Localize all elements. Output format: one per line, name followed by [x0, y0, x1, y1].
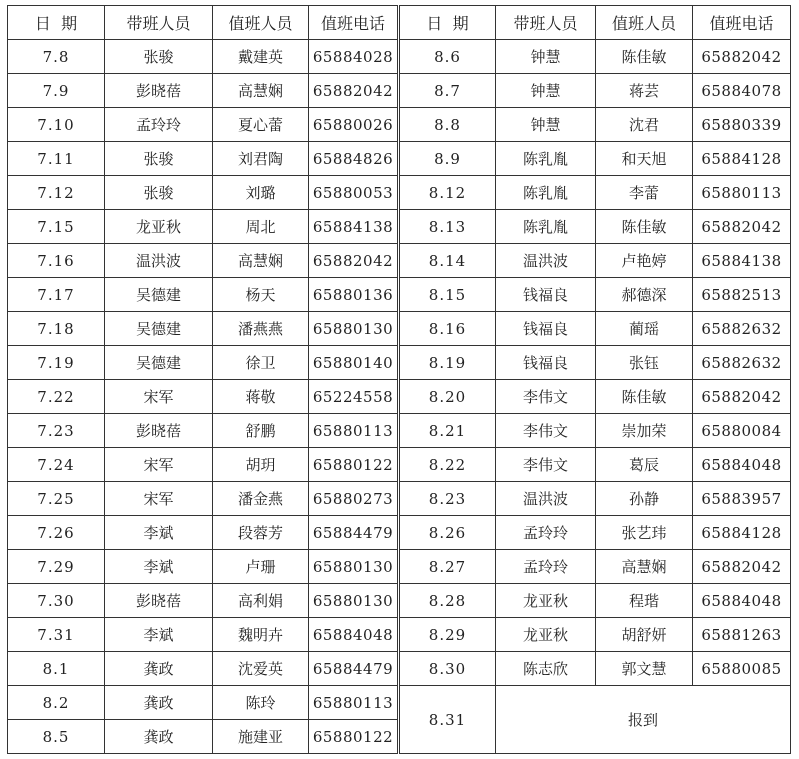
cell-staff-right: 沈君: [596, 108, 693, 142]
cell-staff-left: 高慧娴: [213, 74, 309, 108]
cell-date-right: 8.30: [399, 652, 496, 686]
cell-date-left: 7.22: [8, 380, 105, 414]
cell-phone-left: 65880122: [309, 720, 399, 754]
table-row: [8, 448, 791, 482]
cell-date-right: 8.6: [399, 40, 496, 74]
cell-phone-left: 65882042: [309, 74, 399, 108]
cell-phone-left: 65880140: [309, 346, 399, 380]
cell-staff-right: 陈佳敏: [596, 210, 693, 244]
cell-staff-right: 张钰: [596, 346, 693, 380]
cell-date-left: 7.29: [8, 550, 105, 584]
cell-date-left: 8.1: [8, 652, 105, 686]
cell-leader-left: 张骏: [105, 40, 213, 74]
cell-date-left: 8.5: [8, 720, 105, 754]
schedule-body: [8, 40, 791, 754]
cell-phone-right: 65882042: [693, 380, 791, 414]
cell-phone-left: 65884048: [309, 618, 399, 652]
cell-phone-left: 65884479: [309, 652, 399, 686]
cell-staff-left: 胡玥: [213, 448, 309, 482]
table-row: [8, 210, 791, 244]
cell-phone-left: 65882042: [309, 244, 399, 278]
header-phone-left: 值班电话: [309, 6, 399, 40]
header-leader-right: 带班人员: [496, 6, 596, 40]
table-row: [8, 380, 791, 414]
cell-staff-left: 舒鹏: [213, 414, 309, 448]
cell-leader-right: 龙亚秋: [496, 618, 596, 652]
cell-date-right: 8.12: [399, 176, 496, 210]
cell-leader-left: 宋军: [105, 448, 213, 482]
cell-staff-left: 卢珊: [213, 550, 309, 584]
cell-phone-left: 65880130: [309, 550, 399, 584]
cell-leader-left: 龚政: [105, 686, 213, 720]
header-staff-right: 值班人员: [596, 6, 693, 40]
cell-staff-left: 魏明卉: [213, 618, 309, 652]
cell-leader-right: 李伟文: [496, 414, 596, 448]
cell-staff-left: 杨天: [213, 278, 309, 312]
table-row: [8, 40, 791, 74]
cell-phone-right: 65882042: [693, 550, 791, 584]
cell-date-left: 7.8: [8, 40, 105, 74]
cell-phone-right: 65884128: [693, 516, 791, 550]
cell-leader-right: 钟慧: [496, 74, 596, 108]
header-date-right: 日 期: [399, 6, 496, 40]
cell-staff-left: 沈爱英: [213, 652, 309, 686]
cell-leader-left: 彭晓蓓: [105, 414, 213, 448]
cell-final-note: 报到: [496, 686, 791, 754]
cell-leader-right: 龙亚秋: [496, 584, 596, 618]
table-row: [8, 686, 791, 720]
cell-phone-left: 65880113: [309, 414, 399, 448]
cell-date-right: 8.26: [399, 516, 496, 550]
cell-date-right: 8.9: [399, 142, 496, 176]
cell-phone-left: 65884826: [309, 142, 399, 176]
cell-staff-left: 蒋敬: [213, 380, 309, 414]
cell-staff-right: 蒋芸: [596, 74, 693, 108]
cell-date-left: 8.2: [8, 686, 105, 720]
cell-phone-right: 65880113: [693, 176, 791, 210]
cell-staff-right: 葛辰: [596, 448, 693, 482]
table-row: [8, 482, 791, 516]
cell-leader-right: 钱福良: [496, 346, 596, 380]
cell-staff-left: 夏心蕾: [213, 108, 309, 142]
cell-date-right: 8.7: [399, 74, 496, 108]
cell-staff-left: 潘金燕: [213, 482, 309, 516]
cell-leader-right: 温洪波: [496, 482, 596, 516]
table-row: [8, 584, 791, 618]
cell-date-right: 8.8: [399, 108, 496, 142]
cell-date-left: 7.23: [8, 414, 105, 448]
cell-phone-left: 65880053: [309, 176, 399, 210]
table-row: [8, 108, 791, 142]
cell-staff-right: 陈佳敏: [596, 40, 693, 74]
cell-leader-left: 龚政: [105, 652, 213, 686]
cell-phone-right: 65881263: [693, 618, 791, 652]
cell-date-left: 7.11: [8, 142, 105, 176]
cell-leader-right: 陈志欣: [496, 652, 596, 686]
cell-date-right: 8.29: [399, 618, 496, 652]
cell-leader-right: 孟玲玲: [496, 550, 596, 584]
cell-staff-right: 张艺玮: [596, 516, 693, 550]
cell-staff-left: 潘燕燕: [213, 312, 309, 346]
cell-phone-right: 65882632: [693, 346, 791, 380]
cell-leader-left: 温洪波: [105, 244, 213, 278]
cell-staff-left: 刘璐: [213, 176, 309, 210]
cell-leader-right: 李伟文: [496, 448, 596, 482]
cell-leader-right: 钟慧: [496, 40, 596, 74]
cell-staff-left: 戴建英: [213, 40, 309, 74]
cell-leader-left: 吴德建: [105, 346, 213, 380]
cell-leader-left: 吴德建: [105, 312, 213, 346]
table-row: [8, 312, 791, 346]
cell-staff-right: 程瑎: [596, 584, 693, 618]
header-phone-right: 值班电话: [693, 6, 791, 40]
cell-phone-left: 65880026: [309, 108, 399, 142]
cell-date-right: 8.14: [399, 244, 496, 278]
cell-date-left: 7.9: [8, 74, 105, 108]
cell-leader-left: 龙亚秋: [105, 210, 213, 244]
cell-date-left: 7.24: [8, 448, 105, 482]
cell-leader-left: 宋军: [105, 380, 213, 414]
cell-leader-left: 李斌: [105, 550, 213, 584]
cell-leader-left: 彭晓蓓: [105, 584, 213, 618]
table-row: [8, 346, 791, 380]
cell-staff-right: 高慧娴: [596, 550, 693, 584]
cell-date-left: 7.31: [8, 618, 105, 652]
cell-leader-right: 钟慧: [496, 108, 596, 142]
cell-leader-left: 吴德建: [105, 278, 213, 312]
cell-date-right: 8.15: [399, 278, 496, 312]
cell-date-left: 7.10: [8, 108, 105, 142]
header-leader-left: 带班人员: [105, 6, 213, 40]
cell-leader-left: 龚政: [105, 720, 213, 754]
cell-leader-right: 陈乳胤: [496, 176, 596, 210]
cell-staff-left: 高利娟: [213, 584, 309, 618]
cell-date-left: 7.30: [8, 584, 105, 618]
cell-phone-left: 65880130: [309, 584, 399, 618]
header-staff-left: 值班人员: [213, 6, 309, 40]
cell-date-right: 8.23: [399, 482, 496, 516]
cell-leader-right: 陈乳胤: [496, 210, 596, 244]
table-row: [8, 652, 791, 686]
cell-phone-left: 65880130: [309, 312, 399, 346]
cell-phone-right: 65882042: [693, 40, 791, 74]
cell-date-right: 8.16: [399, 312, 496, 346]
cell-phone-right: 65882513: [693, 278, 791, 312]
cell-date-left: 7.17: [8, 278, 105, 312]
cell-phone-right: 65884128: [693, 142, 791, 176]
table-row: [8, 414, 791, 448]
cell-phone-left: 65880122: [309, 448, 399, 482]
table-row: [8, 176, 791, 210]
table-row: [8, 244, 791, 278]
cell-leader-left: 张骏: [105, 142, 213, 176]
table-row: [8, 278, 791, 312]
cell-staff-left: 刘君陶: [213, 142, 309, 176]
table-row: [8, 74, 791, 108]
cell-leader-right: 钱福良: [496, 312, 596, 346]
cell-date-left: 7.25: [8, 482, 105, 516]
header-row: [8, 6, 791, 40]
cell-leader-left: 李斌: [105, 516, 213, 550]
cell-phone-right: 65884048: [693, 448, 791, 482]
cell-phone-right: 65884138: [693, 244, 791, 278]
cell-leader-left: 李斌: [105, 618, 213, 652]
cell-staff-left: 高慧娴: [213, 244, 309, 278]
cell-leader-left: 张骏: [105, 176, 213, 210]
cell-staff-right: 陈佳敏: [596, 380, 693, 414]
cell-date-left: 7.18: [8, 312, 105, 346]
cell-phone-right: 65880085: [693, 652, 791, 686]
cell-phone-left: 65880273: [309, 482, 399, 516]
cell-staff-right: 卢艳婷: [596, 244, 693, 278]
cell-staff-right: 崇加荣: [596, 414, 693, 448]
cell-final-date: 8.31: [399, 686, 496, 754]
cell-phone-left: 65880113: [309, 686, 399, 720]
cell-date-right: 8.13: [399, 210, 496, 244]
cell-phone-right: 65880084: [693, 414, 791, 448]
cell-phone-right: 65884048: [693, 584, 791, 618]
cell-staff-right: 和天旭: [596, 142, 693, 176]
duty-schedule-table: [7, 5, 791, 754]
cell-date-left: 7.16: [8, 244, 105, 278]
cell-leader-right: 钱福良: [496, 278, 596, 312]
cell-staff-left: 施建亚: [213, 720, 309, 754]
header-date-left: 日 期: [8, 6, 105, 40]
cell-phone-left: 65884028: [309, 40, 399, 74]
cell-date-right: 8.19: [399, 346, 496, 380]
cell-phone-right: 65882042: [693, 210, 791, 244]
cell-staff-left: 周北: [213, 210, 309, 244]
cell-phone-left: 65224558: [309, 380, 399, 414]
cell-phone-left: 65880136: [309, 278, 399, 312]
cell-date-left: 7.15: [8, 210, 105, 244]
table-row: [8, 516, 791, 550]
cell-staff-left: 段蓉芳: [213, 516, 309, 550]
cell-staff-left: 陈玲: [213, 686, 309, 720]
cell-leader-left: 彭晓蓓: [105, 74, 213, 108]
cell-leader-right: 李伟文: [496, 380, 596, 414]
cell-date-right: 8.20: [399, 380, 496, 414]
cell-date-left: 7.12: [8, 176, 105, 210]
cell-staff-right: 李蕾: [596, 176, 693, 210]
cell-phone-right: 65880339: [693, 108, 791, 142]
cell-date-left: 7.19: [8, 346, 105, 380]
cell-staff-right: 孙静: [596, 482, 693, 516]
cell-date-right: 8.28: [399, 584, 496, 618]
cell-leader-right: 陈乳胤: [496, 142, 596, 176]
cell-staff-right: 郭文慧: [596, 652, 693, 686]
cell-date-right: 8.27: [399, 550, 496, 584]
cell-phone-right: 65884078: [693, 74, 791, 108]
table-row: [8, 550, 791, 584]
cell-phone-right: 65882632: [693, 312, 791, 346]
cell-phone-right: 65883957: [693, 482, 791, 516]
cell-date-left: 7.26: [8, 516, 105, 550]
cell-staff-right: 郝德深: [596, 278, 693, 312]
cell-phone-left: 65884138: [309, 210, 399, 244]
table-row: [8, 618, 791, 652]
cell-leader-right: 孟玲玲: [496, 516, 596, 550]
cell-phone-left: 65884479: [309, 516, 399, 550]
cell-date-right: 8.22: [399, 448, 496, 482]
table-row: [8, 142, 791, 176]
cell-leader-left: 宋军: [105, 482, 213, 516]
cell-staff-left: 徐卫: [213, 346, 309, 380]
cell-leader-left: 孟玲玲: [105, 108, 213, 142]
cell-staff-right: 蔺瑶: [596, 312, 693, 346]
cell-staff-right: 胡舒妍: [596, 618, 693, 652]
cell-leader-right: 温洪波: [496, 244, 596, 278]
cell-date-right: 8.21: [399, 414, 496, 448]
